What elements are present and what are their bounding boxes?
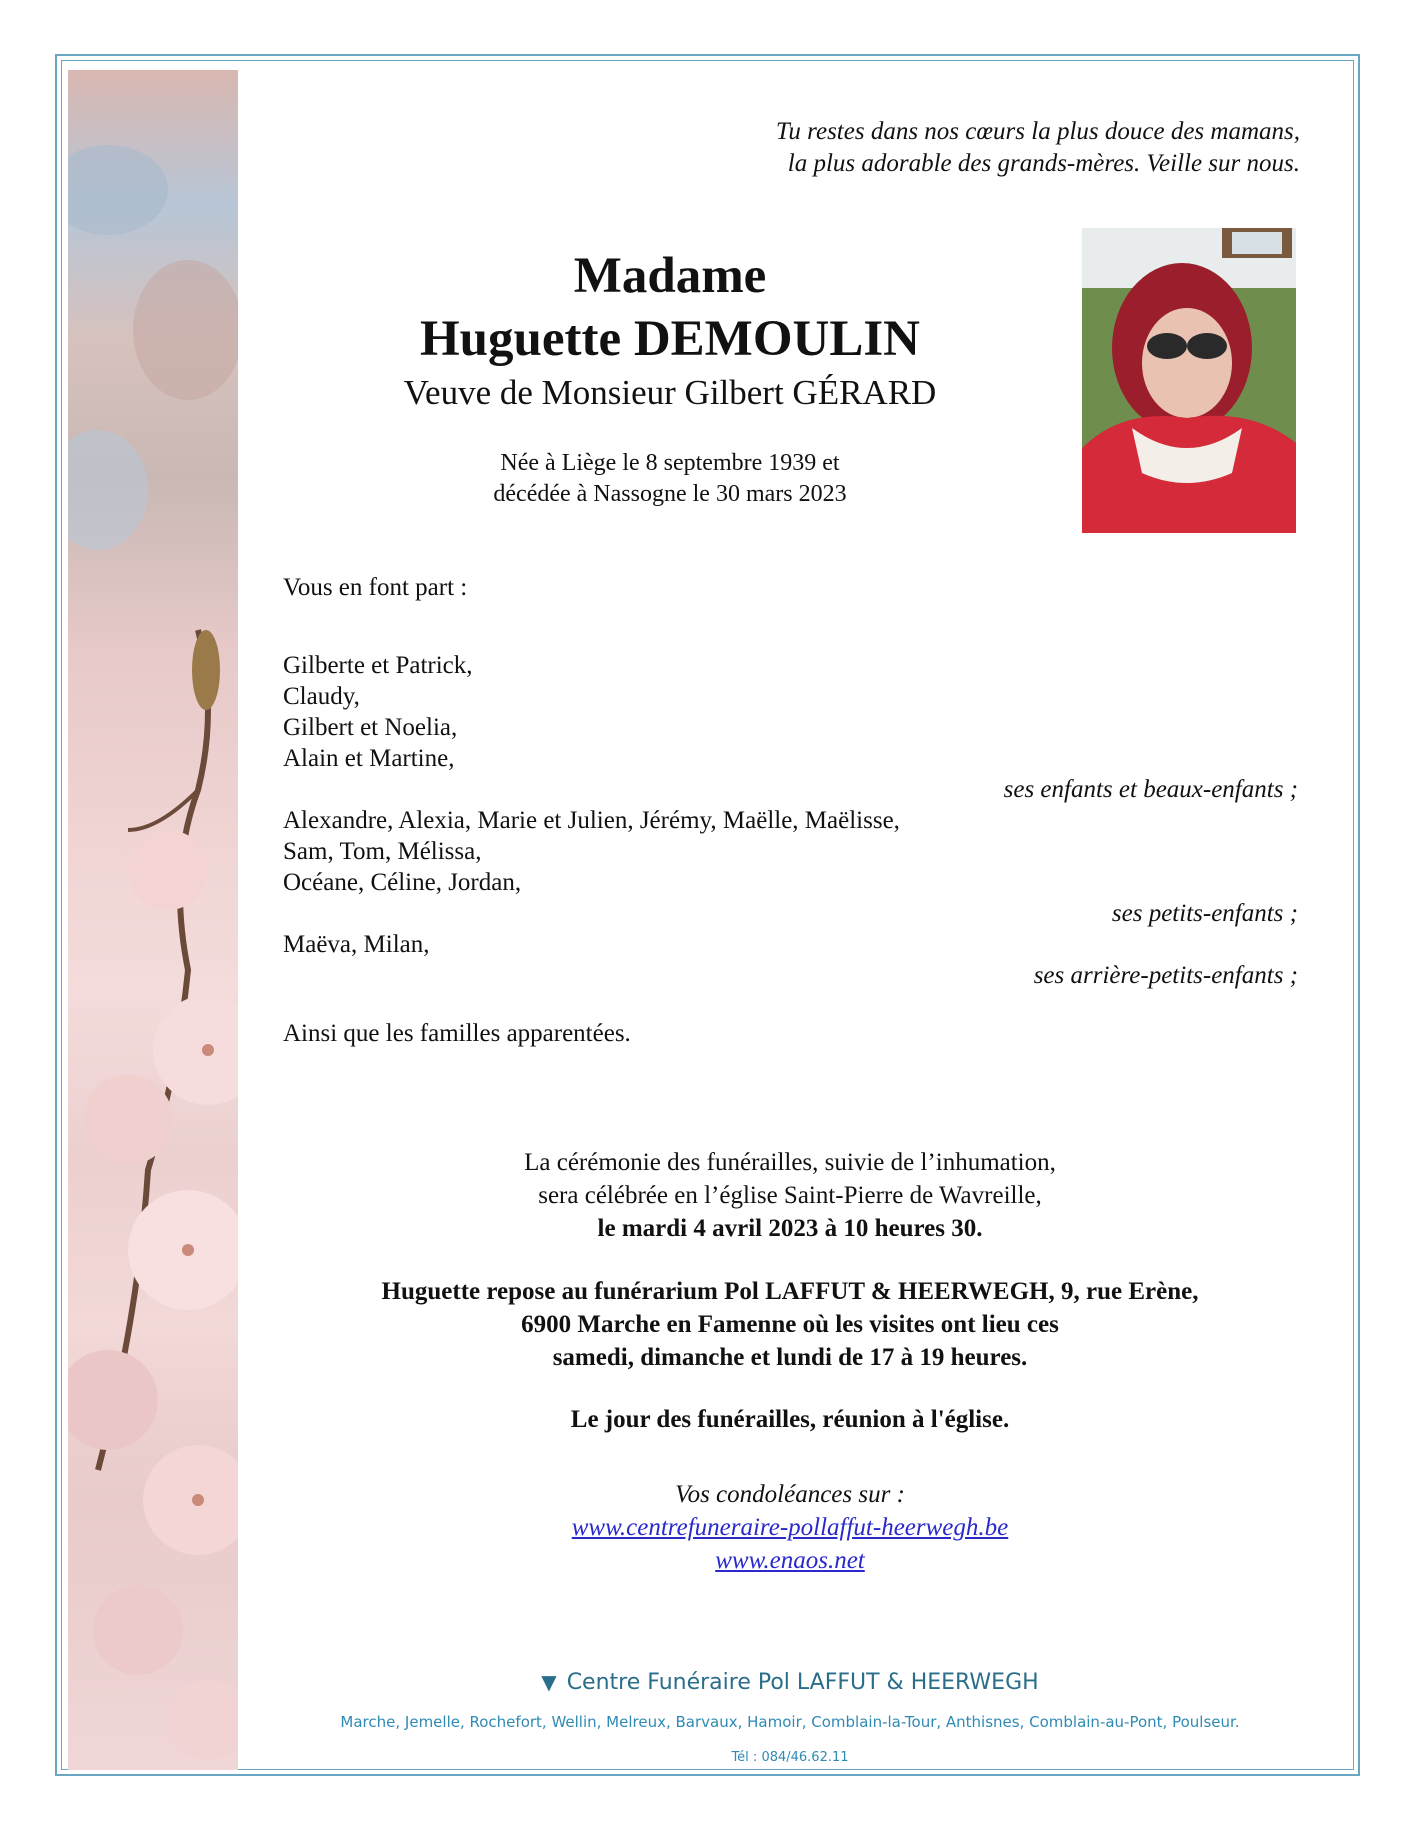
list-item: Océane, Céline, Jordan, bbox=[283, 869, 522, 896]
death-line: décédée à Nassogne le 30 mars 2023 bbox=[493, 481, 847, 507]
ceremony-line: La cérémonie des funérailles, suivie de l’inhumation, bbox=[524, 1149, 1056, 1176]
funeral-home-phone: Tél : 084/46.62.11 bbox=[731, 1750, 849, 1765]
condolences bbox=[300, 1478, 1280, 1577]
company-name: Centre Funéraire Pol LAFFUT & HEERWEGH bbox=[566, 1670, 1039, 1695]
list-item: Gilberte et Patrick, bbox=[283, 652, 473, 679]
widow-of: Veuve de Monsieur Gilbert GÉRARD bbox=[403, 373, 937, 412]
condolences-link-enaos[interactable]: www.enaos.net bbox=[715, 1547, 865, 1574]
list-item: Gilbert et Noelia, bbox=[283, 714, 458, 741]
cherry-blossom-strip bbox=[68, 70, 238, 1770]
deceased-name: Huguette DEMOULIN bbox=[419, 311, 921, 367]
children-list bbox=[283, 650, 1298, 991]
list-item: Alexandre, Alexia, Marie et Julien, Jérémy, Maëlle, Maëlisse, bbox=[283, 807, 900, 834]
portrait-photo bbox=[1082, 228, 1296, 533]
birth-line: Née à Liège le 8 septembre 1939 et bbox=[500, 450, 840, 476]
visitation-info bbox=[300, 1275, 1280, 1374]
announcement-intro: Vous en font part : bbox=[283, 574, 468, 601]
visitation-line: 6900 Marche en Famenne où les visites ont lieu ces bbox=[521, 1311, 1059, 1338]
visitation-line: samedi, dimanche et lundi de 17 à 19 heures. bbox=[552, 1344, 1028, 1371]
great-grandchildren-relation: ses arrière-petits-enfants ; bbox=[1033, 962, 1298, 989]
list-item: Claudy, bbox=[283, 683, 360, 710]
visitation-line: Huguette repose au funérarium Pol LAFFUT & HEERWEGH, 9, rue Erène, bbox=[381, 1278, 1199, 1305]
meeting-info: Le jour des funérailles, réunion à l'église. bbox=[570, 1406, 1010, 1433]
ceremony-line: sera célébrée en l’église Saint-Pierre de Wavreille, bbox=[538, 1182, 1042, 1209]
epitaph-line: Tu restes dans nos cœurs la plus douce des mamans, bbox=[775, 118, 1300, 145]
epitaph bbox=[776, 116, 1300, 180]
families-line: Ainsi que les familles apparentées. bbox=[283, 1020, 631, 1047]
ceremony-date: le mardi 4 avril 2023 à 10 heures 30. bbox=[597, 1215, 983, 1242]
condolences-link-funeral-home[interactable]: www.centrefuneraire-pollaffut-heerwegh.be bbox=[571, 1514, 1009, 1541]
funeral-home-locations: Marche, Jemelle, Rochefort, Wellin, Melreux, Barvaux, Hamoir, Comblain-la-Tour, Anthisnes, Comblain-au-Pont, Poulseur. bbox=[340, 1713, 1240, 1731]
epitaph-line: la plus adorable des grands-mères. Veille sur nous. bbox=[787, 150, 1300, 177]
children-relation: ses enfants et beaux-enfants ; bbox=[1003, 776, 1298, 803]
funeral-home-name bbox=[300, 1670, 1280, 1695]
condolences-label: Vos condoléances sur : bbox=[675, 1481, 905, 1508]
honorific: Madame bbox=[573, 248, 767, 304]
list-item: Sam, Tom, Mélissa, bbox=[283, 838, 482, 865]
birth-death-info bbox=[300, 448, 1040, 510]
grandchildren-relation: ses petits-enfants ; bbox=[1111, 900, 1298, 927]
triangle-down-icon: ▼ bbox=[541, 1670, 557, 1694]
list-item: Maëva, Milan, bbox=[283, 931, 430, 958]
list-item: Alain et Martine, bbox=[283, 745, 455, 772]
ceremony-info bbox=[300, 1146, 1280, 1245]
